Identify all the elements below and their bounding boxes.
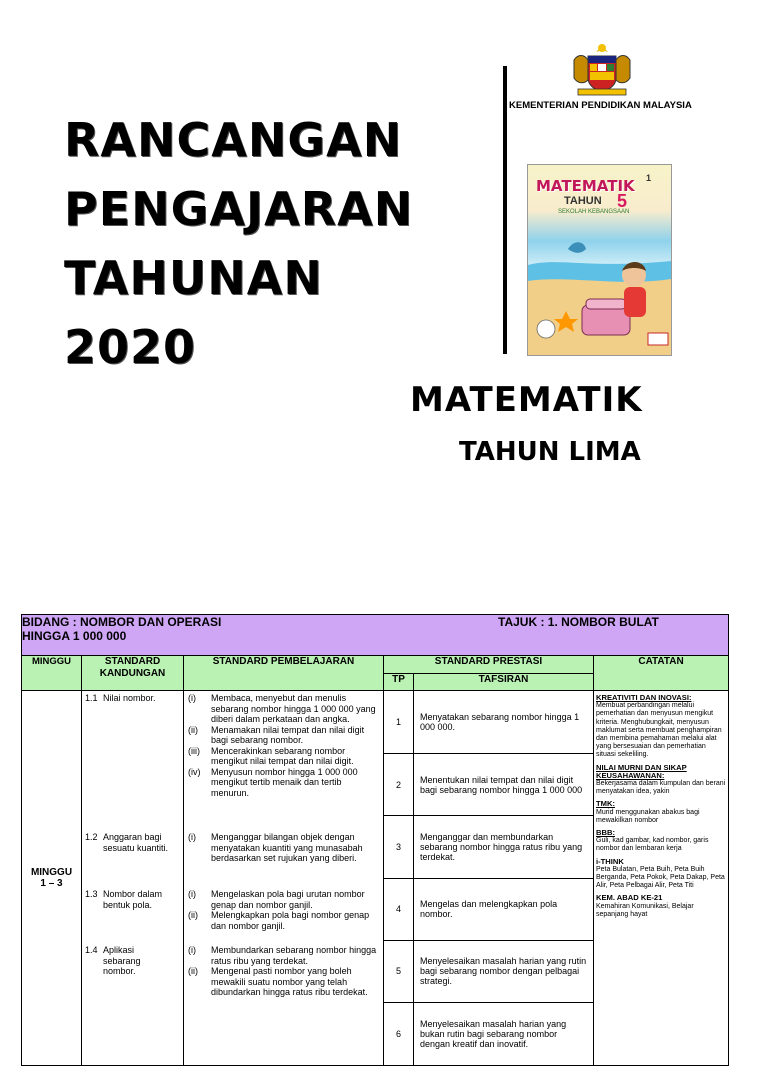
- year-heading: TAHUN LIMA: [459, 437, 641, 467]
- sk-text: Anggaran bagi sesuatu kuantiti.: [103, 832, 169, 853]
- book-year: TAHUN: [564, 195, 602, 207]
- sp-text: Menganggar bilangan objek dengan menyatakan kuantiti yang munasabah berdasarkan set rujukan yang diberi.: [211, 832, 363, 863]
- sp-roman: (iv): [188, 766, 201, 777]
- topic-header: [22, 615, 729, 656]
- table-row: [22, 691, 729, 754]
- ministry-label: KEMENTERIAN PENDIDIKAN MALAYSIA: [509, 100, 692, 111]
- sp-roman: (i): [188, 945, 196, 955]
- sp-text: Membaca, menyebut dan menulis sebarang nombor hingga 1 000 000 yang diberi dalam perkataan dan angka.: [211, 693, 376, 724]
- sp-roman: (ii): [188, 910, 198, 920]
- title-line: TAHUNAN: [64, 251, 323, 305]
- title-line: PENGAJARAN: [64, 182, 414, 236]
- book-volume: 1: [646, 173, 652, 183]
- col-header-tafsiran: TAFSIRAN: [414, 674, 594, 691]
- sk-num: 1.1: [85, 693, 98, 703]
- catatan-body: Kemahiran Komunikasi, Belajar sepanjang hayat: [596, 902, 694, 918]
- sp-group: [184, 945, 383, 998]
- sp-text: Melengkapkan pola bagi nombor genap dan nombor ganjil.: [211, 910, 370, 931]
- tajuk-label: TAJUK : 1. NOMBOR BULAT: [498, 615, 659, 629]
- sk-item: [82, 693, 183, 704]
- sp-roman: (i): [188, 832, 196, 842]
- catatan-heading: KREATIVITI DAN INOVASI:: [596, 693, 692, 702]
- tp-description: Menyelesaikan masalah harian yang rutin bagi sebarang nombor dengan pelbagai strategi.: [414, 940, 594, 1003]
- bidang-label: BIDANG : NOMBOR DAN OPERASI HINGGA 1 000 000: [22, 615, 222, 643]
- book-subtitle: SEKOLAH KEBANGSAAN: [558, 209, 630, 215]
- sp-text: Membundarkan sebarang nombor hingga ratus ribu yang terdekat.: [211, 945, 377, 966]
- sk-text: Nombor dalam bentuk pola.: [103, 889, 163, 910]
- catatan-heading: i-THINK: [596, 856, 624, 866]
- sk-num: 1.3: [85, 889, 98, 899]
- tp-number: 3: [384, 816, 414, 879]
- sk-item: [82, 889, 183, 910]
- sk-num: 1.2: [85, 832, 98, 842]
- sp-cell: [184, 691, 384, 1066]
- catatan-heading: BBB:: [596, 828, 615, 838]
- catatan-heading: TMK:: [596, 799, 615, 809]
- subject-heading: MATEMATIK: [410, 380, 643, 420]
- title-line: RANCANGAN: [64, 113, 403, 167]
- sp-roman: (i): [188, 889, 196, 899]
- sk-item: [82, 832, 183, 853]
- plan-title: [64, 106, 413, 382]
- malaysia-crest-logo: [566, 40, 638, 98]
- tp-number: 5: [384, 940, 414, 1003]
- catatan-cell: [594, 691, 729, 1066]
- tp-number: 1: [384, 691, 414, 754]
- sp-text: Mengenal pasti nombor yang boleh mewakili suatu nombor yang telah dibundarkan hingga ratus ribu terdekat.: [211, 966, 368, 997]
- book-title: MATEMATIK: [536, 177, 635, 195]
- catatan-body: Bekerjasama dalam kumpulan dan berani menyatakan idea, yakin: [596, 780, 726, 796]
- tp-description: Mengelas dan melengkapkan pola nombor.: [414, 879, 594, 941]
- sp-text: Mencerakinkan sebarang nombor mengikut nilai tempat dan nilai digit.: [211, 745, 354, 766]
- sp-roman: (i): [188, 693, 196, 703]
- sk-text: Nilai nombor.: [103, 693, 156, 703]
- tp-number: 4: [384, 879, 414, 941]
- col-header-sp: STANDARD PEMBELAJARAN: [184, 656, 384, 691]
- sp-group: [184, 832, 383, 864]
- tp-number: 6: [384, 1003, 414, 1066]
- catatan-heading: NILAI MURNI DAN SIKAP KEUSAHAWANAN:: [596, 762, 687, 780]
- beach-illustration: [528, 225, 671, 355]
- tp-number: 2: [384, 753, 414, 816]
- tp-description: Menyelesaikan masalah harian yang bukan rutin bagi sebarang nombor dengan kreatif dan inovatif.: [414, 1003, 594, 1066]
- vertical-divider: [503, 66, 507, 354]
- catatan-body: Peta Bulatan, Peta Buih, Peta Buih Berganda, Peta Pokok, Peta Dakap, Peta Alir, Peta Pelbagai Alir, Peta Titi: [596, 865, 725, 890]
- sk-text: Aplikasi sebarang nombor.: [103, 945, 141, 976]
- yearly-plan-table: [21, 614, 729, 1066]
- sp-roman: (ii): [188, 724, 198, 735]
- col-header-catatan: CATATAN: [594, 656, 729, 691]
- sp-roman: (ii): [188, 966, 198, 976]
- title-line: 2020: [64, 320, 197, 374]
- week-cell: MINGGU 1 – 3: [22, 691, 82, 1066]
- tp-description: Menentukan nilai tempat dan nilai digit bagi sebarang nombor hingga 1 000 000: [414, 753, 594, 816]
- catatan-heading: KEM. ABAD KE-21: [596, 893, 663, 903]
- sp-text: Menyusun nombor hingga 1 000 000 mengikut tertib menaik dan tertib menurun.: [211, 766, 358, 798]
- book-number: 5: [617, 191, 628, 211]
- col-header-sk: STANDARD KANDUNGAN: [82, 656, 184, 691]
- sk-cell: [82, 691, 184, 1066]
- col-header-tp: TP: [384, 674, 414, 691]
- sp-roman: (iii): [188, 745, 200, 756]
- sk-num: 1.4: [85, 945, 98, 955]
- col-header-minggu: MINGGU: [22, 656, 82, 691]
- sp-group: [184, 889, 383, 931]
- textbook-cover-image: [527, 164, 672, 356]
- catatan-body: Membuat perbandingan melalui pemerhatian dan menyusun mengikut kriteria. Menghubungkait, menyusun maklumat serta membuat penghampiran dan membina pemahaman melalui alat yang bersesuaian dan pemerhatian situasi sekeliling.: [596, 702, 722, 759]
- sp-text: Menamakan nilai tempat dan nilai digit bagi sebarang nombor.: [211, 724, 365, 745]
- col-header-spr: STANDARD PRESTASI: [384, 656, 594, 674]
- catatan-body: Murid menggunakan abakus bagi mewakilkan nombor: [596, 808, 700, 824]
- catatan-body: Guli, kad gambar, kad nombor, garis nombor dan lembaran kerja: [596, 837, 709, 853]
- sp-text: Mengelaskan pola bagi urutan nombor genap dan nombor ganjil.: [211, 889, 365, 910]
- tp-description: Menganggar dan membundarkan sebarang nombor hingga ratus ribu yang terdekat.: [414, 816, 594, 879]
- sp-group: [184, 693, 383, 798]
- tp-description: Menyatakan sebarang nombor hingga 1 000 000.: [414, 691, 594, 754]
- sk-item: [82, 945, 183, 977]
